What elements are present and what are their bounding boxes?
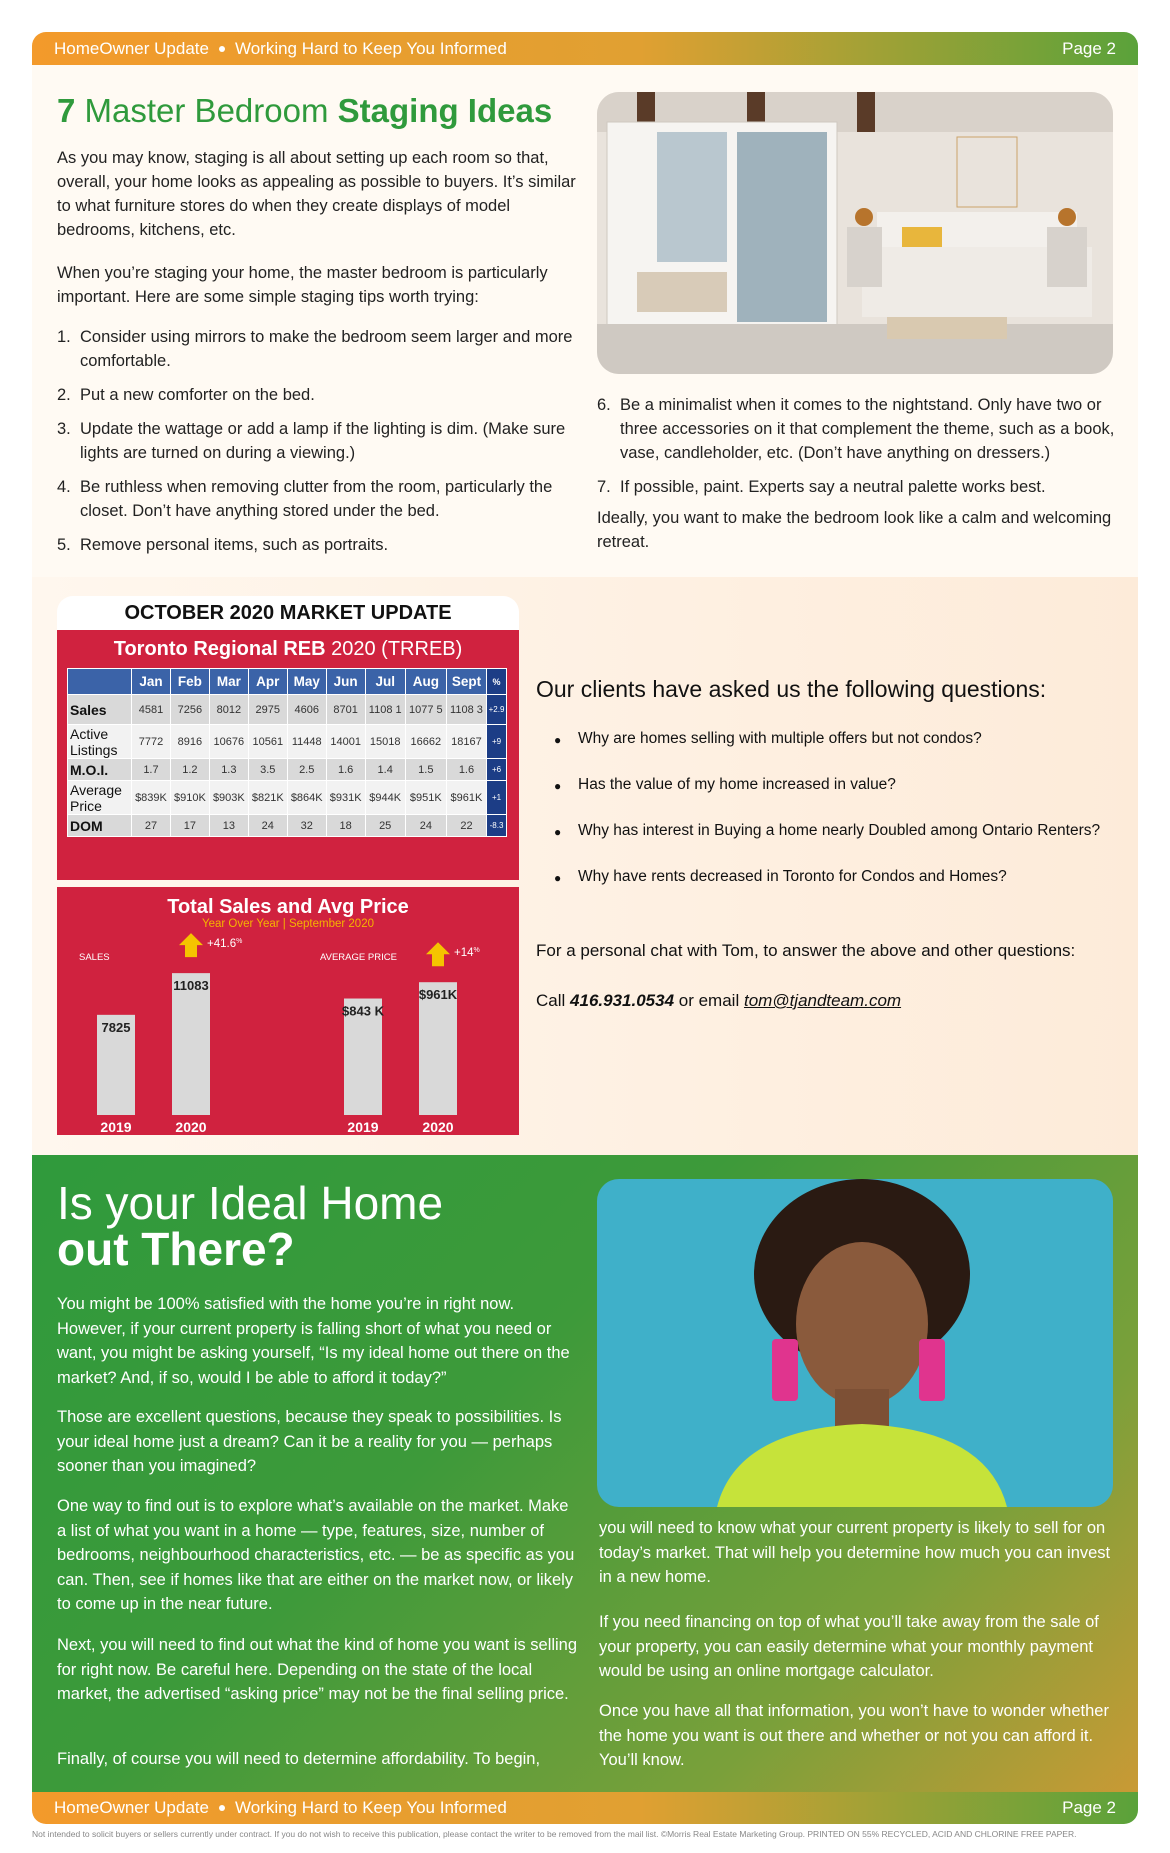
ideal-p1: You might be 100% satisfied with the home you’re in right now. However, if your current property is falling short of what you need or want, you might be asking yourself, “Is my ideal home out there on the market? And, if so, would I be able to afford it today?” (57, 1295, 570, 1387)
table-cell: $944K (365, 781, 405, 815)
table-cell: 8012 (209, 695, 248, 725)
table-cell: 16662 (405, 725, 446, 759)
list-item: 6. Be a minimalist when it comes to the nightstand. Only have two or three accessories on it that complement the theme, such as a book, vase, candleholder, etc. (Don’t have anything on dressers.) (597, 396, 1115, 462)
table-cell: 32 (287, 815, 326, 837)
table-cell: 27 (132, 815, 171, 837)
table-cell: 1077 5 (405, 695, 446, 725)
table-cell: 2.5 (287, 759, 326, 781)
table-cell: 1.6 (446, 759, 486, 781)
staging-outro: Ideally, you want to make the bedroom look like a calm and welcoming retreat. (597, 509, 1112, 551)
table-cell: $951K (405, 781, 446, 815)
ideal-p5: Finally, of course you will need to determine affordability. To begin, (57, 1750, 541, 1768)
table-cell: 13 (209, 815, 248, 837)
table-header-row (68, 669, 507, 695)
table-cell: 24 (405, 815, 446, 837)
email-link[interactable]: tom@tjandteam.com (743, 991, 902, 1010)
table-cell: 24 (248, 815, 287, 837)
table-cell: 1.3 (209, 759, 248, 781)
bar-value-label: $961K (418, 987, 458, 1003)
header-brand: HomeOwner Update (54, 38, 209, 58)
table-cell: $931K (326, 781, 365, 815)
list-item: 3. Update the wattage or add a lamp if the lighting is dim. (Make sure lights are turned on during a viewing.) (57, 420, 566, 462)
board-title: Toronto Regional REB 2020 (TRREB) (113, 638, 463, 660)
bullet-dot-icon (219, 46, 225, 52)
phone-link[interactable]: 416.931.0534 (570, 991, 675, 1010)
table-cell: 1108 1 (365, 695, 405, 725)
market-update-title: OCTOBER 2020 MARKET UPDATE (124, 602, 452, 624)
table-cell: 4581 (132, 695, 171, 725)
table-header-cell: Jun (326, 669, 365, 695)
pct-cell: +9 (487, 725, 507, 759)
table-cell: 14001 (326, 725, 365, 759)
table-cell: $864K (287, 781, 326, 815)
table-cell: 18167 (446, 725, 486, 759)
list-item: 4. Be ruthless when removing clutter from the room, particularly the closet. Don’t have anything stored under the bed. (57, 478, 553, 520)
table-cell: 1.6 (326, 759, 365, 781)
change-label: +14% (454, 947, 480, 960)
table-corner-cell (68, 669, 132, 695)
table-header-cell: Aug (405, 669, 446, 695)
total-sales-card (57, 887, 519, 1135)
footer-brand: HomeOwner Update (54, 1798, 209, 1817)
pct-cell: +2.9 (487, 695, 507, 725)
bedroom-photo (597, 92, 1113, 374)
bar-value-label: $843 K (342, 1003, 384, 1019)
category-label: 2019 (100, 1119, 132, 1135)
list-item: 7. If possible, paint. Experts say a neutral palette works best. (597, 478, 1046, 496)
list-item: ● Why are homes selling with multiple offers but not condos? (554, 730, 982, 747)
market-update-card (57, 596, 519, 880)
pct-cell: +6 (487, 759, 507, 781)
table-cell: 25 (365, 815, 405, 837)
market-table-panel (57, 630, 519, 880)
chart-title: Total Sales and Avg Price (167, 896, 409, 918)
category-label: 2019 (347, 1119, 379, 1135)
footer-tagline: Working Hard to Keep You Informed (234, 1798, 507, 1817)
bar-value-label: 11083 (173, 978, 209, 994)
table-cell: 15018 (365, 725, 405, 759)
woman-photo (597, 1179, 1113, 1507)
table-cell: 10676 (209, 725, 248, 759)
table-header-cell: Apr (248, 669, 287, 695)
footer-band (32, 1792, 1138, 1824)
ideal-p3: One way to find out is to explore what’s available on the market. Make a list of what you want in a home — type, features, size, number of bedrooms, neighbourhood characteristics, etc. — be as specific as you can. Then, see if homes like that are either on the market now, or likely to come up in the near future. (57, 1497, 575, 1613)
table-cell: 10561 (248, 725, 287, 759)
table-cell: 1.7 (132, 759, 171, 781)
chat-text: For a personal chat with Tom, to answer the above and other questions: (536, 941, 1076, 960)
table-cell: $910K (170, 781, 209, 815)
table-cell: 22 (446, 815, 486, 837)
ideal-p4: Next, you will need to find out what the kind of home you want is selling for right now. Be careful here. Depending on the state of the local market, the advertised “asking price” may not be the final selling price. (57, 1636, 578, 1703)
table-header-cell: Jul (365, 669, 405, 695)
table-header-pct: % (487, 669, 507, 695)
ideal-p7: If you need financing on top of what you’ll take away from the sale of your property, you can easily determine what your monthly payment would be using an online mortgage calculator. (599, 1613, 1099, 1680)
table-cell: 1.2 (170, 759, 209, 781)
total-sales-chart (57, 887, 519, 1135)
up-arrow-icon (426, 942, 450, 966)
table-cell: 2975 (248, 695, 287, 725)
up-arrow-icon (179, 933, 203, 957)
price-axis-label: AVERAGE PRICE (320, 952, 397, 963)
table-cell: 11448 (287, 725, 326, 759)
row-label: DOM (68, 815, 132, 837)
questions-list (554, 730, 1124, 914)
table-row (68, 781, 507, 815)
market-table (67, 668, 507, 837)
table-header-cell: Mar (209, 669, 248, 695)
row-label: Average Price (68, 781, 132, 815)
staging-intro-1: As you may know, staging is all about setting up each room so that, overall, your home looks as appealing as possible to buyers. It’s similar to what furniture stores do when they create displays of model bedrooms, kitchens, etc. (57, 149, 576, 239)
bullet-dot-icon (219, 1805, 225, 1811)
table-cell: $961K (446, 781, 486, 815)
table-cell: $821K (248, 781, 287, 815)
table-cell: 4606 (287, 695, 326, 725)
staging-intro-2: When you’re staging your home, the master bedroom is particularly important. Here are some simple staging tips worth trying: (57, 264, 548, 306)
table-header-cell: Feb (170, 669, 209, 695)
table-row (68, 725, 507, 759)
contact-line: Call 416.931.0534 or email tom@tjandteam.com (536, 991, 902, 1010)
footer-page-number: Page 2 (1062, 1798, 1116, 1817)
table-cell: 7256 (170, 695, 209, 725)
table-header-cell: Jan (132, 669, 171, 695)
table-row (68, 815, 507, 837)
ideal-p6: you will need to know what your current property is likely to sell for on today’s market. That will help you determine how much you can invest in a new home. (599, 1519, 1111, 1586)
ideal-p2: Those are excellent questions, because they speak to possibilities. Is your ideal home just a dream? Can it be a reality for you — perhaps sooner than you imagined? (57, 1408, 562, 1475)
sales-axis-label: SALES (79, 952, 110, 963)
header-tagline: Working Hard to Keep You Informed (234, 38, 507, 58)
table-cell: 1.4 (365, 759, 405, 781)
category-label: 2020 (175, 1119, 207, 1135)
chart-subtitle: Year Over Year | September 2020 (202, 918, 374, 930)
bar (172, 973, 210, 1115)
change-label: +41.6% (207, 938, 243, 951)
staging-tips-left (57, 325, 577, 567)
table-cell: 8701 (326, 695, 365, 725)
table-cell: 8916 (170, 725, 209, 759)
pct-cell: +1 (487, 781, 507, 815)
list-item: 1. Consider using mirrors to make the bedroom seem larger and more comfortable. (57, 328, 573, 370)
table-header-cell: Sept (446, 669, 486, 695)
staging-tips-right (597, 393, 1122, 509)
page-number: Page 2 (1062, 38, 1116, 58)
ideal-p8: Once you have all that information, you won’t have to wonder whether the home you want is out there and whether or not you can afford it. You’ll know. (599, 1702, 1109, 1769)
row-label: Active Listings (68, 725, 132, 759)
pct-cell: -8.3 (487, 815, 507, 837)
questions-heading: Our clients have asked us the following questions: (536, 676, 1047, 702)
list-item: 2. Put a new comforter on the bed. (57, 386, 315, 404)
table-cell: $903K (209, 781, 248, 815)
bar-value-label: 7825 (101, 1019, 131, 1035)
table-header-cell: May (287, 669, 326, 695)
ideal-home-title: Is your Ideal Home out There? (57, 1177, 444, 1275)
table-cell: 1108 3 (446, 695, 486, 725)
table-cell: $839K (132, 781, 171, 815)
row-label: M.O.I. (68, 759, 132, 781)
table-row (68, 695, 507, 725)
row-label: Sales (68, 695, 132, 725)
list-item: ● Has the value of my home increased in value? (554, 776, 896, 793)
list-item: ● Why have rents decreased in Toronto for Condos and Homes? (554, 868, 1007, 885)
table-row (68, 759, 507, 781)
table-cell: 7772 (132, 725, 171, 759)
table-cell: 1.5 (405, 759, 446, 781)
list-item: 5. Remove personal items, such as portraits. (57, 536, 389, 554)
table-cell: 3.5 (248, 759, 287, 781)
category-label: 2020 (422, 1119, 454, 1135)
table-cell: 17 (170, 815, 209, 837)
header-band (32, 32, 1138, 65)
disclaimer: Not intended to solicit buyers or sellers currently under contract. If you do not wish to receive this publication, please contact the writer to be removed from the mail list. ©Morris Real Estate Marketing Group. PRINTED ON 55% RECYCLED, ACID AND CHLORINE FREE PAPER. (32, 1829, 1077, 1839)
list-item: ● Why has interest in Buying a home nearly Doubled among Ontario Renters? (554, 822, 1101, 839)
table-cell: 18 (326, 815, 365, 837)
staging-title: 7 Master Bedroom Staging Ideas (57, 92, 553, 129)
